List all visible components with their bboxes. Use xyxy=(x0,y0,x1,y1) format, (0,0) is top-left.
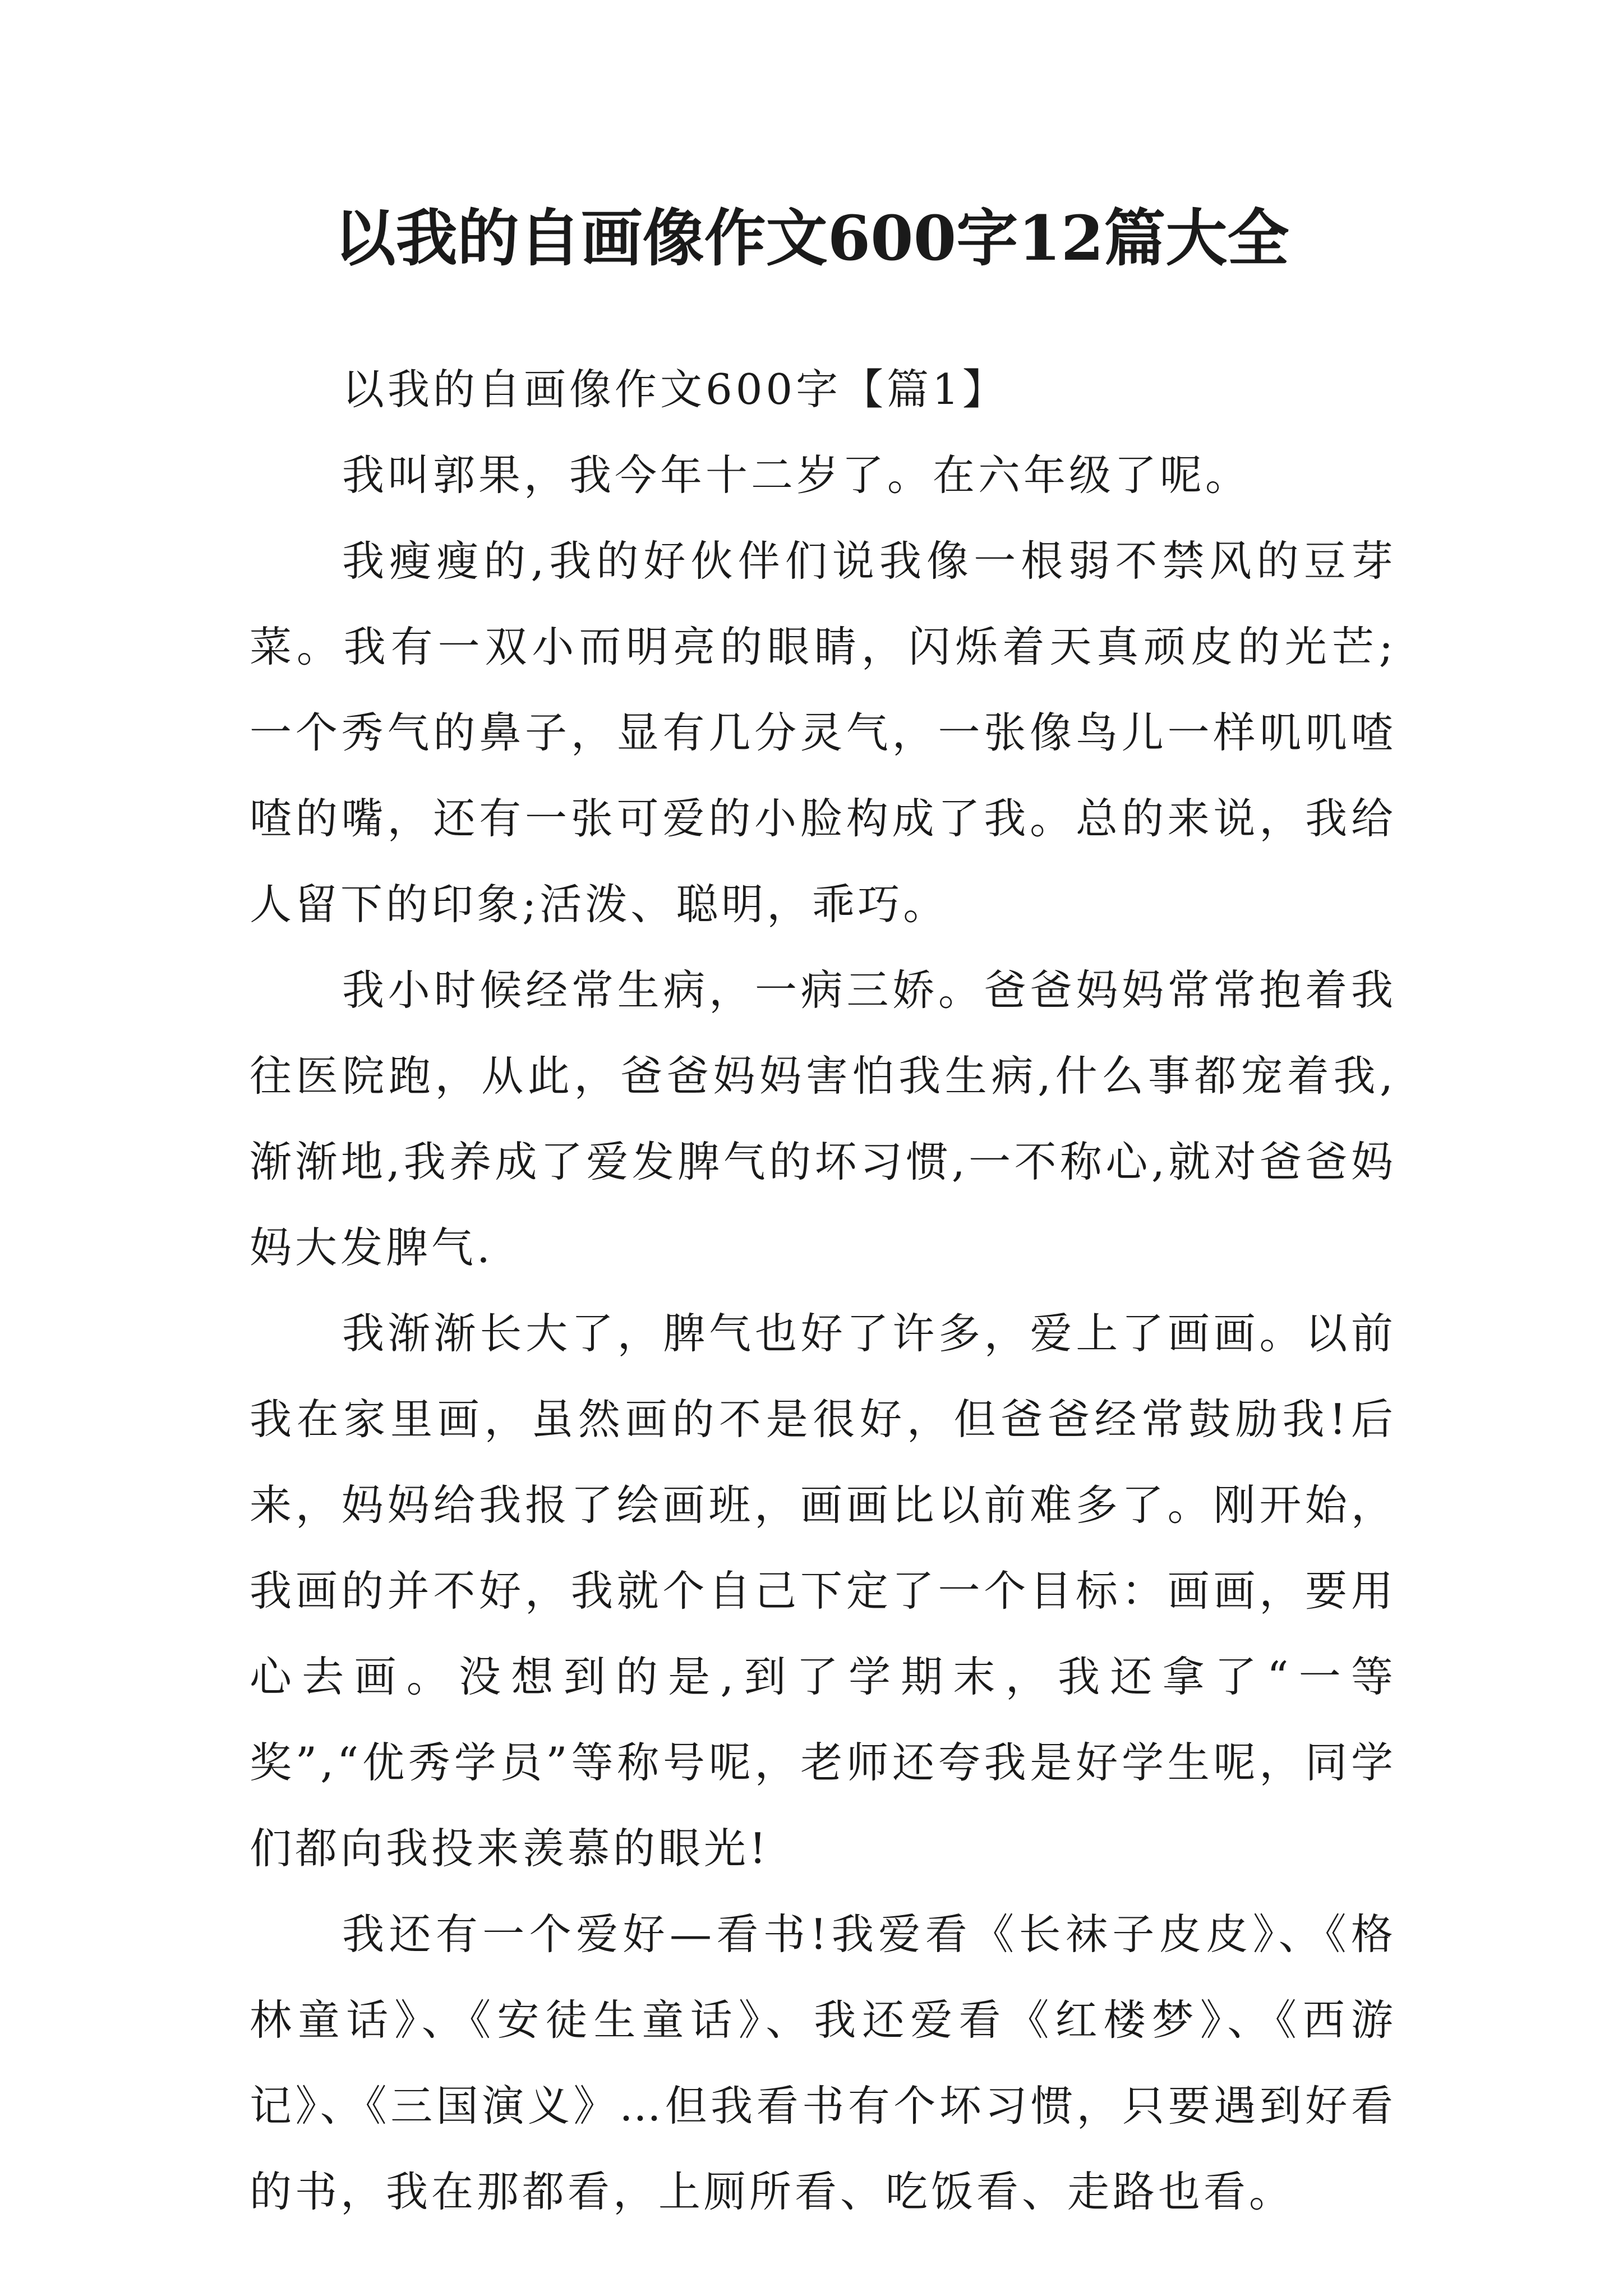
document-title: 以我的自画像作文600字12篇大全 xyxy=(334,202,1289,274)
section-heading: 以我的自画像作文600字【篇1】 xyxy=(342,365,1008,414)
paragraph-reading: 我还有一个爱好—看书!我爱看《长袜子皮皮》、《格林童话》、《安徒生童话》、我还爱看《红楼梦》、《西游记》、《三国演义》…但我看书有个坏习惯，只要遇到好看的书，我在那都看，上厕所看、吃饭看、走路也看。 xyxy=(250,1910,1396,2216)
paragraph-painting: 我渐渐长大了，脾气也好了许多，爱上了画画。以前我在家里画，虽然画的不是很好，但爸爸经常鼓励我!后来，妈妈给我报了绘画班，画画比以前难多了。刚开始，我画的并不好，我就个自己下定了一个目标：画画，要用心去画。没想到的是,到了学期末，我还拿了“一等奖”,“优秀学员”等称号呢，老师还夸我是好学生呢，同学们都向我投来羡慕的眼光! xyxy=(250,1309,1396,1873)
paragraph-intro: 我叫郭果，我今年十二岁了。在六年级了呢。 xyxy=(342,450,1251,500)
paragraph-appearance: 我瘦瘦的,我的好伙伴们说我像一根弱不禁风的豆芽菜。我有一双小而明亮的眼睛，闪烁着天真顽皮的光芒;一个秀气的鼻子，显有几分灵气，一张像鸟儿一样叽叽喳喳的嘴，还有一张可爱的小脸构成了我。总的来说，我给人留下的印象;活泼、聪明，乖巧。 xyxy=(250,536,1396,929)
paragraph-childhood: 我小时候经常生病，一病三娇。爸爸妈妈常常抱着我往医院跑，从此，爸爸妈妈害怕我生病,什么事都宠着我,渐渐地,我养成了爱发脾气的坏习惯,一不称心,就对爸爸妈妈大发脾气. xyxy=(250,965,1396,1272)
document-body xyxy=(250,347,1396,2235)
